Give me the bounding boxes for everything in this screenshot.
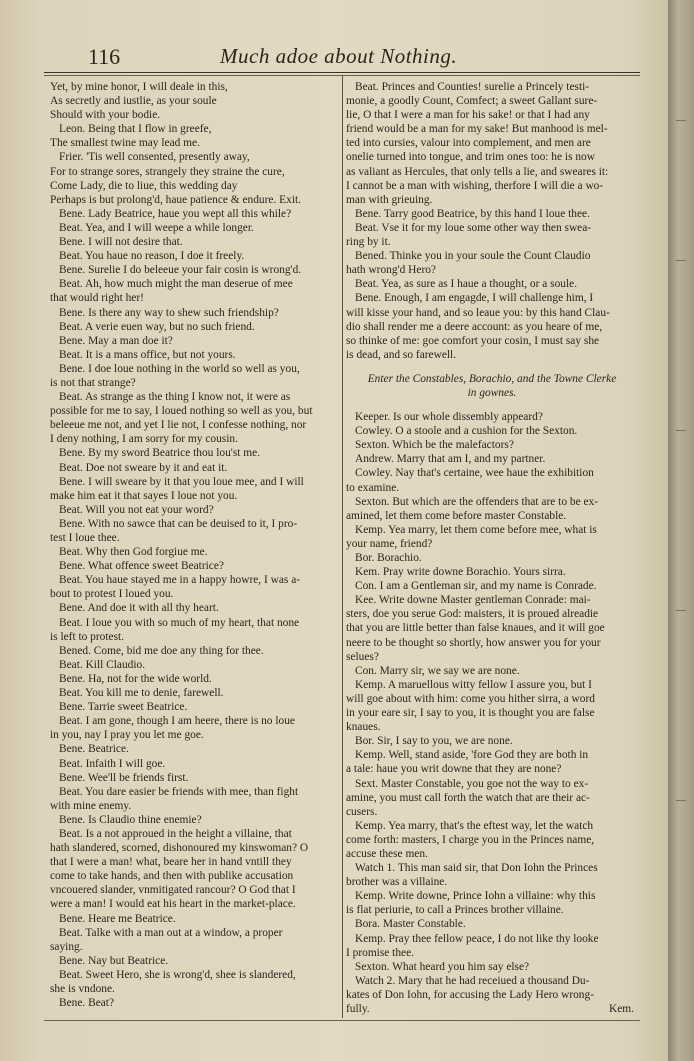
text-line: friend would be a man for my sake! But manhood is mel- xyxy=(346,123,608,136)
text-line: vncouered slander, vnmitigated rancour? O God that I xyxy=(50,884,296,897)
text-line: your name, friend? xyxy=(346,537,433,550)
text-line: sters, doe you serue God: maisters, it is proued alreadie xyxy=(346,608,599,621)
text-line: Bene. With no sawce that can be deuised to it, I pro- xyxy=(59,517,298,530)
stage-direction-line: in gownes. xyxy=(467,386,517,399)
text-line: Con. I am a Gentleman sir, and my name is Conrade. xyxy=(355,580,597,593)
text-line: Bor. Sir, I say to you, we are none. xyxy=(355,735,513,748)
text-line: Bene. Tarry good Beatrice, by this hand I loue thee. xyxy=(355,207,590,220)
text-line: For to strange sores, strangely they straine the cure, xyxy=(50,165,285,178)
text-line: a tale: haue you writ downe that they are none? xyxy=(346,763,562,776)
text-line: Bene. I will not desire that. xyxy=(59,236,183,249)
text-line: Beat. Why then God forgiue me. xyxy=(59,546,208,559)
text-line: Bene. By my sword Beatrice thou lou'st me. xyxy=(59,447,261,460)
text-line: saying. xyxy=(50,940,83,953)
text-line: to examine. xyxy=(346,481,400,494)
text-line: amined, let them come before master Constable. xyxy=(346,509,567,522)
text-line: Beat. As strange as the thing I know not, it were as xyxy=(59,391,291,404)
text-line: Cowley. Nay that's certaine, wee haue the exhibition xyxy=(355,467,594,480)
text-line: Beat. I am gone, though I am heere, there is no loue xyxy=(59,715,295,728)
page-header xyxy=(40,42,640,76)
text-line: Bene. Heare me Beatrice. xyxy=(59,912,176,925)
text-line: Bene. Beat? xyxy=(59,997,115,1010)
text-line: Bene. Ha, not for the wide world. xyxy=(59,672,212,685)
text-line: Bene. Beatrice. xyxy=(59,743,129,756)
text-line: I cannot be a man with wishing, therfore I will die a wo- xyxy=(346,179,604,192)
text-line: hath slandered, scorned, dishonoured my kinswoman? O xyxy=(50,842,309,855)
text-line: Beat. Is a not approued in the height a villaine, that xyxy=(59,827,292,840)
text-line: Bene. Nay but Beatrice. xyxy=(59,954,169,967)
text-line: Beat. Princes and Counties! surelie a Princely testi- xyxy=(355,81,590,93)
text-line: Beat. I loue you with so much of my heart, that none xyxy=(59,616,300,629)
text-line: accuse these men. xyxy=(346,847,428,860)
text-line: man with grieuing. xyxy=(346,193,433,206)
text-line: selues? xyxy=(346,650,379,663)
text-line: Beat. Kill Claudio. xyxy=(59,658,146,671)
column-divider xyxy=(342,76,343,1018)
text-line: Bene. I will sweare by it that you loue mee, and I will xyxy=(59,475,304,488)
text-line: Bene. I doe loue nothing in the world so well as you, xyxy=(59,362,300,375)
text-line: onelie turned into tongue, and trim ones too: he is now xyxy=(346,151,595,164)
text-line: Bene. Tarrie sweet Beatrice. xyxy=(59,701,188,714)
text-line: Beat. It is a mans office, but not yours. xyxy=(59,348,236,361)
text-line: Bene. Is Claudio thine enemie? xyxy=(59,813,202,826)
text-line: Frier. 'Tis well consented, presently away, xyxy=(59,151,250,164)
text-line: with mine enemy. xyxy=(50,799,132,812)
text-line: that would right her! xyxy=(50,292,144,305)
text-line: Yet, by mine honor, I will deale in this, xyxy=(50,81,228,93)
text-line: is not that strange? xyxy=(50,376,136,389)
text-line: Andrew. Marry that am I, and my partner. xyxy=(355,453,546,466)
text-line: As secretly and iustlie, as your soule xyxy=(50,95,217,108)
text-line: Watch 1. This man said sir, that Don Iohn the Princes xyxy=(355,862,598,875)
text-line: Sexton. But which are the offenders that are to be ex- xyxy=(355,495,599,508)
text-line: Sexton. What heard you him say else? xyxy=(355,960,530,973)
text-line: were a man! I would eat his heart in the market-place. xyxy=(50,898,296,911)
text-line: Bora. Master Constable. xyxy=(355,918,466,931)
text-line: Beat. You haue stayed me in a happy howre, I was a- xyxy=(59,574,301,587)
text-line: test I loue thee. xyxy=(50,532,120,544)
text-line: so thinke of me: goe comfort your cosin, I must say she xyxy=(346,334,600,347)
right-column-bottom-text xyxy=(346,410,638,1016)
text-line: Beat. Vse it for my loue some other way then swea- xyxy=(355,221,592,234)
text-line: Beat. Sweet Hero, she is wrong'd, shee is slandered, xyxy=(59,968,296,981)
stage-direction-line: Enter the Constables, Borachio, and the Towne Clerke xyxy=(367,372,617,385)
text-line: possible for me to say, I loued nothing so well as you, but xyxy=(50,405,313,418)
text-line: Leon. Being that I flow in greefe, xyxy=(59,123,212,136)
text-line: Kee. Write downe Master gentleman Conrade: mai- xyxy=(355,594,591,607)
text-line: Beat. Yea, as sure as I haue a thought, or a soule. xyxy=(355,278,578,291)
text-line: Kemp. Yea marry, let them come before mee, what is xyxy=(355,523,597,536)
right-column-top-text xyxy=(346,80,638,362)
text-line: will kisse your hand, and so leaue you: by this hand Clau- xyxy=(346,306,610,319)
text-line: Kemp. Pray thee fellow peace, I do not like thy looke xyxy=(355,932,599,945)
text-line: Come Lady, die to liue, this wedding day xyxy=(50,179,238,192)
text-line: Bened. Thinke you in your soule the Count Claudio xyxy=(355,250,591,263)
text-line: will goe about with him: come you hither sirra, a word xyxy=(346,692,595,705)
text-line: Perhaps is but prolong'd, haue patience & endure. Exit. xyxy=(50,193,301,206)
text-line: that you are little better than false knaues, and it will goe xyxy=(346,622,605,635)
text-line: is flat periurie, to call a Princes brother villaine. xyxy=(346,904,564,917)
text-line: dio shall render me a deere account: as you heare of me, xyxy=(346,320,603,333)
left-column xyxy=(50,80,340,1010)
text-line: Con. Marry sir, we say we are none. xyxy=(355,664,520,677)
text-line: The smallest twine may lead me. xyxy=(50,137,200,150)
text-line: Bor. Borachio. xyxy=(355,552,422,564)
text-line: come to take hands, and then with publike accusation xyxy=(50,870,294,883)
text-line: neere to be thought so shortly, how answer you for your xyxy=(346,636,601,649)
text-line: I deny nothing, I am sorry for my cousin. xyxy=(50,433,238,446)
text-line: Kemp. Write downe, Prince Iohn a villaine: why this xyxy=(355,890,596,903)
text-line: Beat. You kill me to denie, farewell. xyxy=(59,687,224,700)
text-line: come forth: masters, I charge you in the Princes name, xyxy=(346,833,595,846)
text-line: beleeue me not, and yet I lie not, I confesse nothing, nor xyxy=(50,419,307,432)
text-line: Bene. Wee'll be friends first. xyxy=(59,771,189,784)
header-rule xyxy=(44,72,640,73)
text-line: hath wrong'd Hero? xyxy=(346,264,436,277)
page-number: 116 xyxy=(88,44,121,69)
bottom-rule xyxy=(44,1020,640,1021)
text-line: kates of Don Iohn, for accusing the Lady Hero wrong- xyxy=(346,988,594,1001)
text-line: ted into cursies, valour into complement, and men are xyxy=(346,137,591,150)
text-line: as valiant as Hercules, that only tells a lie, and sweares it: xyxy=(346,165,609,178)
text-line: Bene. And doe it with all thy heart. xyxy=(59,602,219,615)
text-line: Beat. Ah, how much might the man deserue of mee xyxy=(59,278,293,291)
text-line: that I were a man! what, beare her in hand vntill they xyxy=(50,856,292,869)
text-line: Cowley. O a stoole and a cushion for the Sexton. xyxy=(355,425,578,438)
text-line: make him eat it that sayes I loue not you. xyxy=(50,489,238,502)
text-line: Beat. Infaith I will goe. xyxy=(59,757,166,770)
text-line: she is vndone. xyxy=(50,983,115,995)
text-line: Bene. Lady Beatrice, haue you wept all this while? xyxy=(59,207,292,220)
text-line: lie, O that I were a man for his sake! or that I had any xyxy=(346,109,590,122)
text-line: cusers. xyxy=(346,805,378,818)
text-line: Beat. Doe not sweare by it and eat it. xyxy=(59,461,228,474)
text-line: Bene. May a man doe it? xyxy=(59,334,173,347)
text-line: Beat. Will you not eat your word? xyxy=(59,503,214,516)
right-column xyxy=(346,80,638,1016)
text-line: monie, a goodly Count, Comfect; a sweet Gallant sure- xyxy=(346,95,598,108)
text-line: Beat. You dare easier be friends with mee, than fight xyxy=(59,785,299,798)
text-line: Kemp. A maruellous witty fellow I assure you, but I xyxy=(355,678,592,691)
text-line: is left to protest. xyxy=(50,630,125,643)
text-line: I promise thee. xyxy=(346,946,415,959)
text-line: Beat. Yea, and I will weepe a while longer. xyxy=(59,221,254,234)
text-line: Beat. A verie euen way, but no such friend. xyxy=(59,320,255,333)
text-line: ring by it. xyxy=(346,236,391,249)
text-line: Kem. Pray write downe Borachio. Yours sirra. xyxy=(355,566,566,579)
running-title: Much adoe about Nothing. xyxy=(220,44,458,68)
text-line: Kemp. Yea marry, that's the eftest way, let the watch xyxy=(355,819,594,832)
text-line: Bene. Is there any way to shew such friendship? xyxy=(59,306,279,319)
text-line: Sext. Master Constable, you goe not the way to ex- xyxy=(355,777,589,790)
text-line: Should with your bodie. xyxy=(50,109,161,122)
text-line: Bene. Enough, I am engagde, I will challenge him, I xyxy=(355,292,594,305)
text-line: knaues. xyxy=(346,721,381,734)
text-line: Beat. Talke with a man out at a window, a proper xyxy=(59,926,283,939)
text-line: in you, nay I pray you let me goe. xyxy=(50,729,204,742)
text-line: Bene. What offence sweet Beatrice? xyxy=(59,560,224,573)
text-line: Watch 2. Mary that he had receiued a thousand Du- xyxy=(355,974,590,987)
text-line: Bened. Come, bid me doe any thing for thee. xyxy=(59,644,264,657)
text-line: bout to protest I loued you. xyxy=(50,588,174,601)
catchword: Kem. xyxy=(609,1003,634,1015)
text-line: Bene. Surelie I do beleeue your fair cosin is wrong'd. xyxy=(59,264,302,277)
text-line: Beat. You haue no reason, I doe it freely. xyxy=(59,250,245,263)
text-line: brother was a villaine. xyxy=(346,876,448,889)
text-line: fully. xyxy=(346,1003,370,1015)
text-line: Keeper. Is our whole dissembly appeard? xyxy=(355,411,543,424)
text-line: Kemp. Well, stand aside, 'fore God they are both in xyxy=(355,749,589,762)
text-line: amine, you must call forth the watch that are their ac- xyxy=(346,791,590,804)
text-line: Sexton. Which be the malefactors? xyxy=(355,439,514,452)
text-line: is dead, and so farewell. xyxy=(346,348,457,361)
next-page-edge xyxy=(668,0,694,1061)
text-line: in your eare sir, I say to you, it is thought you are false xyxy=(346,707,595,720)
